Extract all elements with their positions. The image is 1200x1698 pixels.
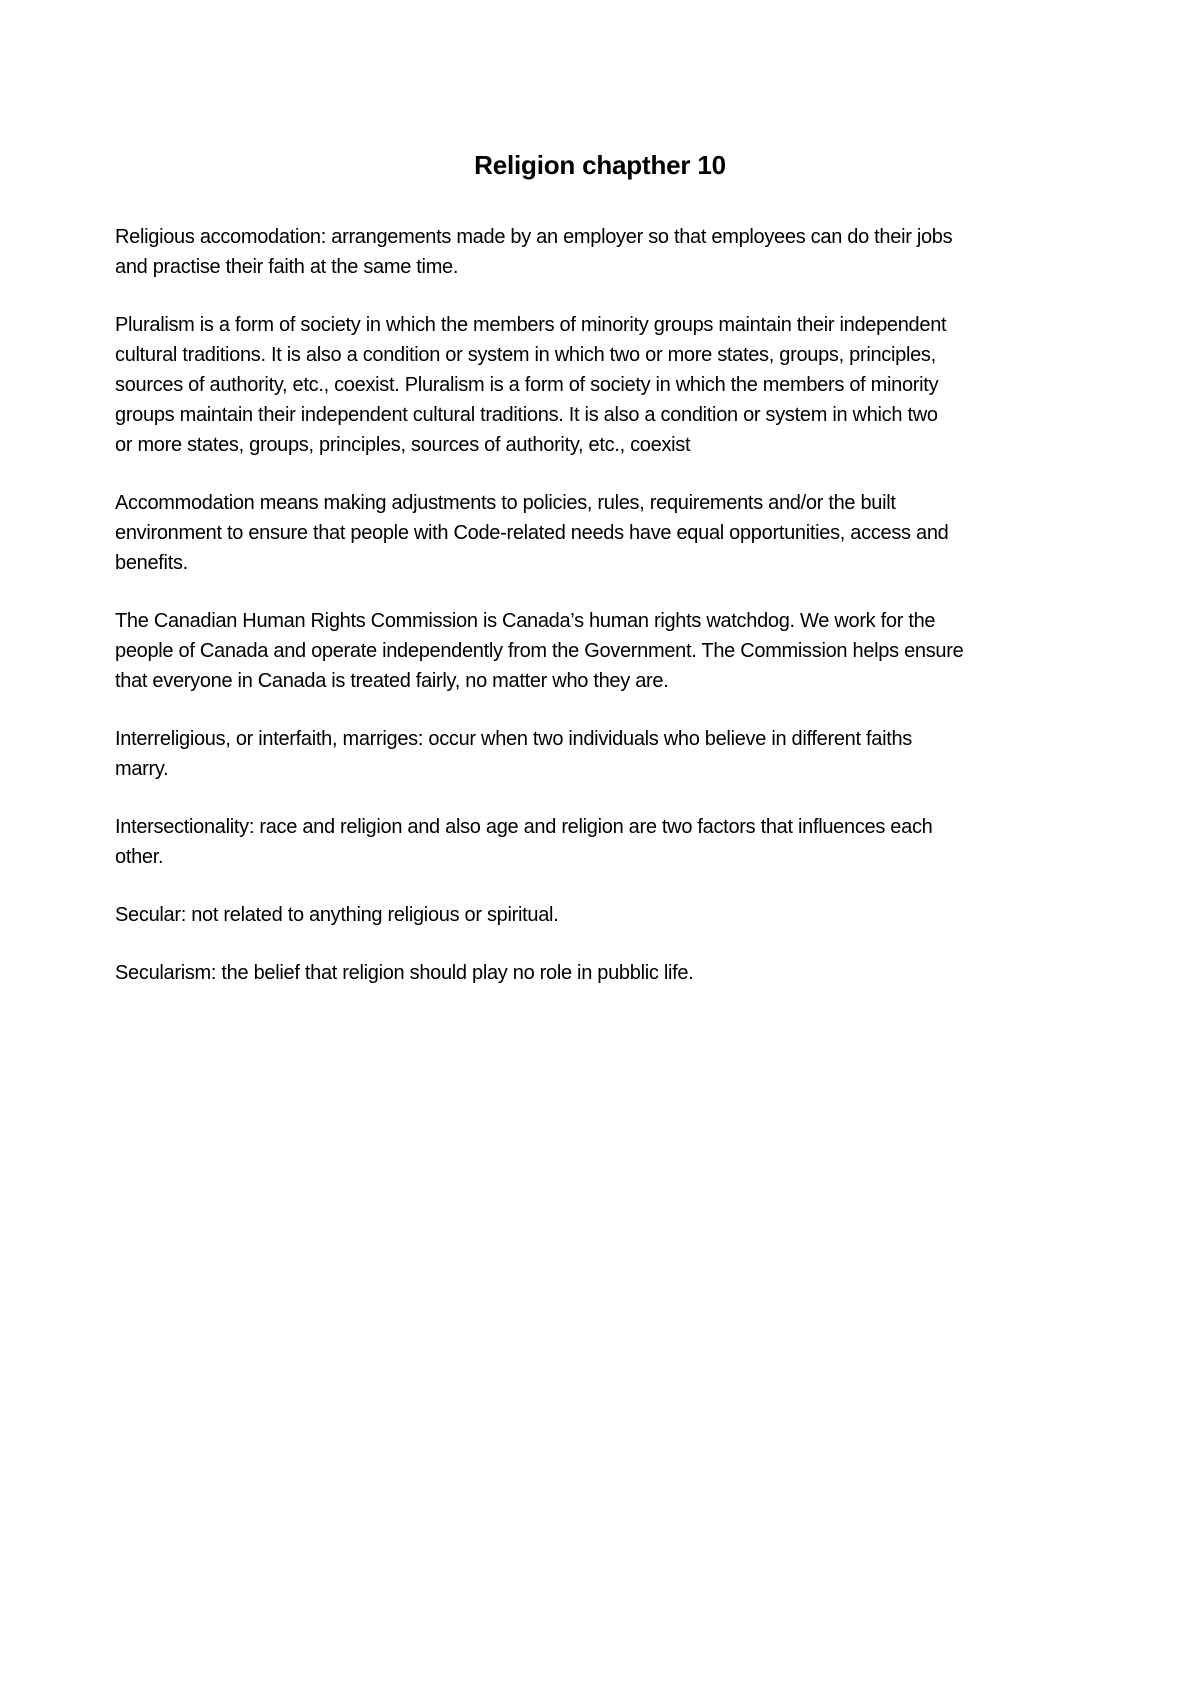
paragraph-intersectionality: Intersectionality: race and religion and also age and religion are two factors that influences each other. [115,816,933,868]
paragraph-secular: Secular: not related to anything religious or spiritual. [115,904,559,926]
document-body [115,222,1100,1016]
document-title: Religion chapther 10 [474,150,726,180]
paragraph-human-rights-commission: The Canadian Human Rights Commission is Canada’s human rights watchdog. We work for the people of Canada and operate independently from the Government. The Commission helps ensure that everyone in Canada is treated fairly, no matter who they are. [115,610,964,692]
paragraph-interreligious-marriages: Interreligious, or interfaith, marriges: occur when two individuals who believe in different faiths marry. [115,728,913,780]
paragraph-religious-accommodation: Religious accomodation: arrangements made by an employer so that employees can do their jobs and practise their faith at the same time. [115,226,953,278]
paragraph-secularism: Secularism: the belief that religion should play no role in pubblic life. [115,962,694,984]
paragraph-pluralism: Pluralism is a form of society in which the members of minority groups maintain their independent cultural traditions. It is also a condition or system in which two or more states, groups, principles, sources of authority, etc., coexist. Pluralism is a form of society in which the members of minority groups maintain their independent cultural traditions. It is also a condition or system in which two or more states, groups, principles, sources of authority, etc., coexist [115,314,947,456]
paragraph-accommodation: Accommodation means making adjustments to policies, rules, requirements and/or the built environment to ensure that people with Code-related needs have equal opportunities, access and benefits. [115,492,949,574]
